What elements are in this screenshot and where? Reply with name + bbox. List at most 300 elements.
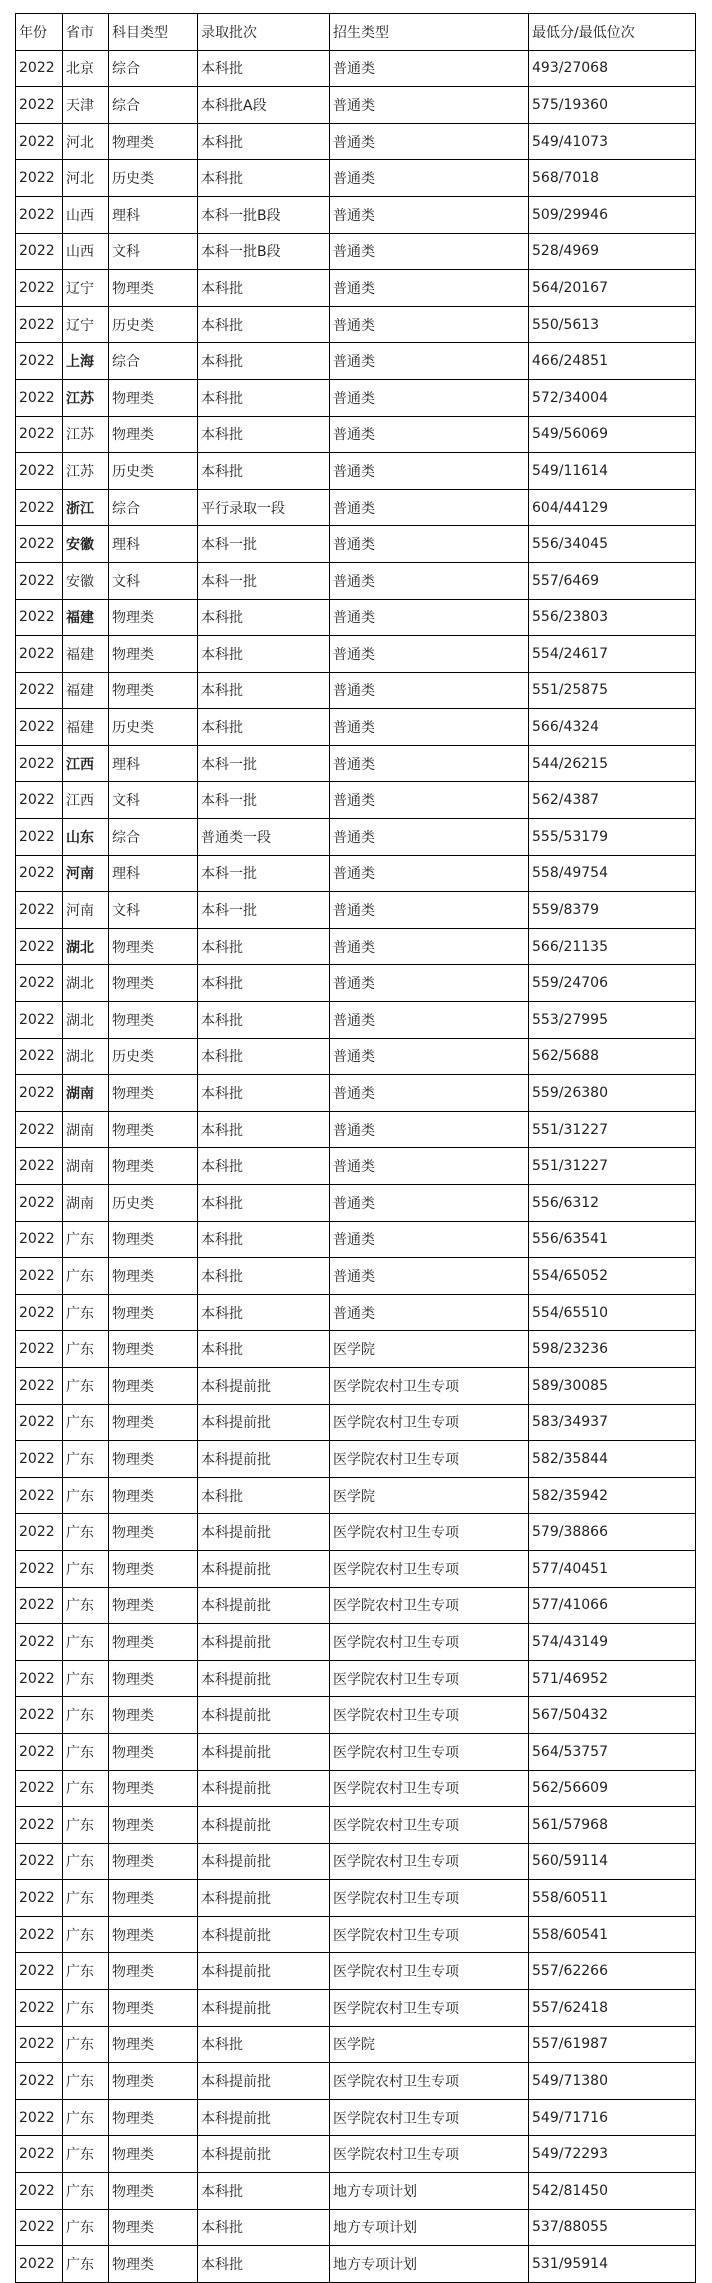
subject-type-cell: 物理类 xyxy=(109,416,198,453)
year-cell: 2022 xyxy=(16,123,63,160)
enrollment-type-cell: 普通类 xyxy=(330,745,529,782)
enrollment-type-cell: 普通类 xyxy=(330,1148,529,1185)
year-cell: 2022 xyxy=(16,453,63,490)
table-row xyxy=(16,892,696,929)
enrollment-type-cell: 医学院农村卫生专项 xyxy=(330,1660,529,1697)
table-row xyxy=(16,1697,696,1734)
enrollment-type-cell: 地方专项计划 xyxy=(330,2246,529,2283)
province-cell: 江西 xyxy=(63,745,109,782)
enrollment-type-cell: 普通类 xyxy=(330,672,529,709)
year-cell: 2022 xyxy=(16,1550,63,1587)
province-cell: 广东 xyxy=(63,1331,109,1368)
subject-type-cell: 物理类 xyxy=(109,965,198,1002)
table-row xyxy=(16,2099,696,2136)
enrollment-type-cell: 普通类 xyxy=(330,416,529,453)
year-cell: 2022 xyxy=(16,1807,63,1844)
year-cell: 2022 xyxy=(16,636,63,673)
subject-type-cell: 物理类 xyxy=(109,2063,198,2100)
table-row xyxy=(16,1843,696,1880)
table-row xyxy=(16,416,696,453)
enrollment-type-cell: 普通类 xyxy=(330,379,529,416)
score-rank-cell: 557/6469 xyxy=(529,562,696,599)
header-enrollment-type: 招生类型 xyxy=(330,14,529,51)
batch-cell: 本科提前批 xyxy=(198,1441,330,1478)
batch-cell: 本科提前批 xyxy=(198,1953,330,1990)
province-cell: 广东 xyxy=(63,1807,109,1844)
subject-type-cell: 理科 xyxy=(109,745,198,782)
subject-type-cell: 历史类 xyxy=(109,709,198,746)
province-cell: 湖北 xyxy=(63,965,109,1002)
province-cell: 河南 xyxy=(63,855,109,892)
header-batch: 录取批次 xyxy=(198,14,330,51)
batch-cell: 本科批 xyxy=(198,2209,330,2246)
batch-cell: 本科批 xyxy=(198,2173,330,2210)
province-cell: 安徽 xyxy=(63,526,109,563)
province-cell: 广东 xyxy=(63,2209,109,2246)
enrollment-type-cell: 医学院农村卫生专项 xyxy=(330,1916,529,1953)
score-rank-cell: 549/41073 xyxy=(529,123,696,160)
subject-type-cell: 物理类 xyxy=(109,1477,198,1514)
province-cell: 广东 xyxy=(63,1770,109,1807)
score-rank-cell: 493/27068 xyxy=(529,50,696,87)
batch-cell: 本科一批 xyxy=(198,562,330,599)
score-rank-cell: 558/60541 xyxy=(529,1916,696,1953)
table-row xyxy=(16,1916,696,1953)
province-cell: 广东 xyxy=(63,1990,109,2027)
table-row xyxy=(16,1514,696,1551)
admission-scores-table xyxy=(15,13,696,2283)
table-row xyxy=(16,2063,696,2100)
batch-cell: 本科批 xyxy=(198,160,330,197)
year-cell: 2022 xyxy=(16,1075,63,1112)
score-rank-cell: 571/46952 xyxy=(529,1660,696,1697)
score-rank-cell: 509/29946 xyxy=(529,196,696,233)
enrollment-type-cell: 医学院 xyxy=(330,1331,529,1368)
batch-cell: 本科批A段 xyxy=(198,87,330,124)
table-row xyxy=(16,1770,696,1807)
province-cell: 河北 xyxy=(63,160,109,197)
subject-type-cell: 文科 xyxy=(109,562,198,599)
year-cell: 2022 xyxy=(16,1660,63,1697)
score-rank-cell: 566/21135 xyxy=(529,928,696,965)
enrollment-type-cell: 地方专项计划 xyxy=(330,2209,529,2246)
table-row xyxy=(16,1002,696,1039)
province-cell: 湖南 xyxy=(63,1185,109,1222)
score-rank-cell: 562/5688 xyxy=(529,1038,696,1075)
subject-type-cell: 物理类 xyxy=(109,1843,198,1880)
province-cell: 广东 xyxy=(63,1660,109,1697)
subject-type-cell: 综合 xyxy=(109,343,198,380)
table-row xyxy=(16,782,696,819)
batch-cell: 普通类一段 xyxy=(198,819,330,856)
batch-cell: 本科提前批 xyxy=(198,2099,330,2136)
table-row xyxy=(16,2136,696,2173)
enrollment-type-cell: 医学院农村卫生专项 xyxy=(330,1367,529,1404)
subject-type-cell: 物理类 xyxy=(109,1880,198,1917)
subject-type-cell: 物理类 xyxy=(109,1367,198,1404)
subject-type-cell: 物理类 xyxy=(109,1587,198,1624)
province-cell: 广东 xyxy=(63,1441,109,1478)
province-cell: 广东 xyxy=(63,2099,109,2136)
enrollment-type-cell: 普通类 xyxy=(330,636,529,673)
score-rank-cell: 575/19360 xyxy=(529,87,696,124)
year-cell: 2022 xyxy=(16,1843,63,1880)
score-rank-cell: 557/61987 xyxy=(529,2026,696,2063)
table-row xyxy=(16,1990,696,2027)
enrollment-type-cell: 医学院农村卫生专项 xyxy=(330,1990,529,2027)
year-cell: 2022 xyxy=(16,1038,63,1075)
enrollment-type-cell: 普通类 xyxy=(330,489,529,526)
subject-type-cell: 物理类 xyxy=(109,2099,198,2136)
province-cell: 辽宁 xyxy=(63,270,109,307)
enrollment-type-cell: 普通类 xyxy=(330,306,529,343)
table-row xyxy=(16,453,696,490)
province-cell: 江苏 xyxy=(63,416,109,453)
enrollment-type-cell: 医学院农村卫生专项 xyxy=(330,1550,529,1587)
batch-cell: 本科批 xyxy=(198,1477,330,1514)
year-cell: 2022 xyxy=(16,87,63,124)
score-rank-cell: 572/34004 xyxy=(529,379,696,416)
table-row xyxy=(16,562,696,599)
table-row xyxy=(16,745,696,782)
table-row xyxy=(16,123,696,160)
enrollment-type-cell: 地方专项计划 xyxy=(330,2173,529,2210)
year-cell: 2022 xyxy=(16,233,63,270)
score-rank-cell: 549/11614 xyxy=(529,453,696,490)
table-row xyxy=(16,1733,696,1770)
province-cell: 江西 xyxy=(63,782,109,819)
year-cell: 2022 xyxy=(16,1002,63,1039)
province-cell: 湖南 xyxy=(63,1148,109,1185)
table-row xyxy=(16,1148,696,1185)
subject-type-cell: 物理类 xyxy=(109,1916,198,1953)
score-rank-cell: 556/63541 xyxy=(529,1221,696,1258)
province-cell: 湖南 xyxy=(63,1111,109,1148)
subject-type-cell: 物理类 xyxy=(109,2136,198,2173)
enrollment-type-cell: 普通类 xyxy=(330,233,529,270)
enrollment-type-cell: 普通类 xyxy=(330,782,529,819)
score-rank-cell: 577/40451 xyxy=(529,1550,696,1587)
batch-cell: 本科批 xyxy=(198,1294,330,1331)
province-cell: 江苏 xyxy=(63,379,109,416)
subject-type-cell: 理科 xyxy=(109,196,198,233)
table-row xyxy=(16,965,696,1002)
score-rank-cell: 554/65052 xyxy=(529,1258,696,1295)
year-cell: 2022 xyxy=(16,2136,63,2173)
enrollment-type-cell: 普通类 xyxy=(330,709,529,746)
batch-cell: 本科提前批 xyxy=(198,1697,330,1734)
province-cell: 河北 xyxy=(63,123,109,160)
year-cell: 2022 xyxy=(16,562,63,599)
subject-type-cell: 物理类 xyxy=(109,270,198,307)
score-rank-cell: 589/30085 xyxy=(529,1367,696,1404)
table-row xyxy=(16,1221,696,1258)
province-cell: 福建 xyxy=(63,599,109,636)
enrollment-type-cell: 普通类 xyxy=(330,599,529,636)
batch-cell: 本科批 xyxy=(198,928,330,965)
batch-cell: 本科批 xyxy=(198,379,330,416)
year-cell: 2022 xyxy=(16,306,63,343)
batch-cell: 本科提前批 xyxy=(198,1624,330,1661)
province-cell: 湖北 xyxy=(63,928,109,965)
year-cell: 2022 xyxy=(16,745,63,782)
province-cell: 广东 xyxy=(63,1953,109,1990)
province-cell: 天津 xyxy=(63,87,109,124)
table-row xyxy=(16,2173,696,2210)
year-cell: 2022 xyxy=(16,160,63,197)
year-cell: 2022 xyxy=(16,1331,63,1368)
enrollment-type-cell: 普通类 xyxy=(330,1221,529,1258)
subject-type-cell: 综合 xyxy=(109,50,198,87)
province-cell: 广东 xyxy=(63,1294,109,1331)
enrollment-type-cell: 普通类 xyxy=(330,965,529,1002)
score-rank-cell: 574/43149 xyxy=(529,1624,696,1661)
score-rank-cell: 554/24617 xyxy=(529,636,696,673)
batch-cell: 本科一批 xyxy=(198,782,330,819)
subject-type-cell: 物理类 xyxy=(109,1953,198,1990)
batch-cell: 本科一批 xyxy=(198,892,330,929)
year-cell: 2022 xyxy=(16,672,63,709)
province-cell: 广东 xyxy=(63,1916,109,1953)
batch-cell: 本科提前批 xyxy=(198,1990,330,2027)
subject-type-cell: 物理类 xyxy=(109,123,198,160)
score-rank-cell: 582/35844 xyxy=(529,1441,696,1478)
enrollment-type-cell: 医学院 xyxy=(330,1477,529,1514)
batch-cell: 本科批 xyxy=(198,306,330,343)
enrollment-type-cell: 普通类 xyxy=(330,526,529,563)
province-cell: 福建 xyxy=(63,709,109,746)
year-cell: 2022 xyxy=(16,416,63,453)
batch-cell: 本科批 xyxy=(198,599,330,636)
subject-type-cell: 物理类 xyxy=(109,2026,198,2063)
province-cell: 广东 xyxy=(63,1880,109,1917)
score-rank-cell: 559/26380 xyxy=(529,1075,696,1112)
batch-cell: 本科批 xyxy=(198,2246,330,2283)
year-cell: 2022 xyxy=(16,196,63,233)
score-rank-cell: 528/4969 xyxy=(529,233,696,270)
table-row xyxy=(16,1258,696,1295)
year-cell: 2022 xyxy=(16,1953,63,1990)
subject-type-cell: 物理类 xyxy=(109,636,198,673)
table-row xyxy=(16,1331,696,1368)
year-cell: 2022 xyxy=(16,270,63,307)
province-cell: 山西 xyxy=(63,196,109,233)
score-rank-cell: 466/24851 xyxy=(529,343,696,380)
score-rank-cell: 542/81450 xyxy=(529,2173,696,2210)
subject-type-cell: 理科 xyxy=(109,855,198,892)
score-rank-cell: 556/34045 xyxy=(529,526,696,563)
score-rank-cell: 583/34937 xyxy=(529,1404,696,1441)
year-cell: 2022 xyxy=(16,2063,63,2100)
batch-cell: 本科提前批 xyxy=(198,1404,330,1441)
year-cell: 2022 xyxy=(16,2246,63,2283)
batch-cell: 本科批 xyxy=(198,416,330,453)
subject-type-cell: 物理类 xyxy=(109,2173,198,2210)
enrollment-type-cell: 医学院农村卫生专项 xyxy=(330,1404,529,1441)
enrollment-type-cell: 医学院农村卫生专项 xyxy=(330,2063,529,2100)
year-cell: 2022 xyxy=(16,892,63,929)
year-cell: 2022 xyxy=(16,379,63,416)
score-rank-cell: 598/23236 xyxy=(529,1331,696,1368)
batch-cell: 本科一批B段 xyxy=(198,196,330,233)
subject-type-cell: 物理类 xyxy=(109,928,198,965)
enrollment-type-cell: 普通类 xyxy=(330,855,529,892)
year-cell: 2022 xyxy=(16,599,63,636)
batch-cell: 本科提前批 xyxy=(198,1367,330,1404)
batch-cell: 本科提前批 xyxy=(198,1550,330,1587)
year-cell: 2022 xyxy=(16,1514,63,1551)
year-cell: 2022 xyxy=(16,1916,63,1953)
score-rank-cell: 550/5613 xyxy=(529,306,696,343)
province-cell: 广东 xyxy=(63,1843,109,1880)
header-subject-type: 科目类型 xyxy=(109,14,198,51)
enrollment-type-cell: 医学院农村卫生专项 xyxy=(330,1733,529,1770)
batch-cell: 本科提前批 xyxy=(198,1587,330,1624)
province-cell: 广东 xyxy=(63,2246,109,2283)
table-header xyxy=(16,14,696,51)
year-cell: 2022 xyxy=(16,709,63,746)
batch-cell: 本科批 xyxy=(198,2026,330,2063)
batch-cell: 本科提前批 xyxy=(198,1733,330,1770)
subject-type-cell: 物理类 xyxy=(109,379,198,416)
score-rank-cell: 562/56609 xyxy=(529,1770,696,1807)
subject-type-cell: 物理类 xyxy=(109,599,198,636)
year-cell: 2022 xyxy=(16,819,63,856)
province-cell: 广东 xyxy=(63,1550,109,1587)
province-cell: 广东 xyxy=(63,2173,109,2210)
batch-cell: 本科提前批 xyxy=(198,1660,330,1697)
subject-type-cell: 历史类 xyxy=(109,1185,198,1222)
enrollment-type-cell: 普通类 xyxy=(330,819,529,856)
enrollment-type-cell: 普通类 xyxy=(330,160,529,197)
year-cell: 2022 xyxy=(16,1697,63,1734)
batch-cell: 本科提前批 xyxy=(198,1843,330,1880)
enrollment-type-cell: 医学院农村卫生专项 xyxy=(330,2099,529,2136)
batch-cell: 本科批 xyxy=(198,1002,330,1039)
batch-cell: 本科提前批 xyxy=(198,1807,330,1844)
province-cell: 安徽 xyxy=(63,562,109,599)
subject-type-cell: 理科 xyxy=(109,526,198,563)
table-row xyxy=(16,636,696,673)
table-row xyxy=(16,928,696,965)
table-row xyxy=(16,1624,696,1661)
table-row xyxy=(16,196,696,233)
subject-type-cell: 物理类 xyxy=(109,1258,198,1295)
enrollment-type-cell: 普通类 xyxy=(330,343,529,380)
enrollment-type-cell: 医学院农村卫生专项 xyxy=(330,1624,529,1661)
table-row xyxy=(16,50,696,87)
table-row xyxy=(16,306,696,343)
subject-type-cell: 历史类 xyxy=(109,1038,198,1075)
score-rank-cell: 553/27995 xyxy=(529,1002,696,1039)
score-rank-cell: 564/53757 xyxy=(529,1733,696,1770)
enrollment-type-cell: 普通类 xyxy=(330,196,529,233)
score-rank-cell: 562/4387 xyxy=(529,782,696,819)
batch-cell: 本科批 xyxy=(198,453,330,490)
subject-type-cell: 综合 xyxy=(109,819,198,856)
enrollment-type-cell: 普通类 xyxy=(330,928,529,965)
batch-cell: 本科提前批 xyxy=(198,2063,330,2100)
score-rank-cell: 537/88055 xyxy=(529,2209,696,2246)
year-cell: 2022 xyxy=(16,1294,63,1331)
table-row xyxy=(16,2246,696,2283)
batch-cell: 本科批 xyxy=(198,1148,330,1185)
table-row xyxy=(16,1441,696,1478)
subject-type-cell: 物理类 xyxy=(109,1697,198,1734)
subject-type-cell: 物理类 xyxy=(109,1404,198,1441)
subject-type-cell: 历史类 xyxy=(109,160,198,197)
batch-cell: 本科一批 xyxy=(198,745,330,782)
subject-type-cell: 物理类 xyxy=(109,672,198,709)
year-cell: 2022 xyxy=(16,928,63,965)
subject-type-cell: 物理类 xyxy=(109,1002,198,1039)
table-row xyxy=(16,1550,696,1587)
table-row xyxy=(16,1477,696,1514)
year-cell: 2022 xyxy=(16,1624,63,1661)
subject-type-cell: 历史类 xyxy=(109,306,198,343)
year-cell: 2022 xyxy=(16,489,63,526)
batch-cell: 本科批 xyxy=(198,1258,330,1295)
batch-cell: 本科批 xyxy=(198,270,330,307)
table-row xyxy=(16,709,696,746)
score-rank-cell: 559/24706 xyxy=(529,965,696,1002)
province-cell: 湖北 xyxy=(63,1038,109,1075)
year-cell: 2022 xyxy=(16,1258,63,1295)
province-cell: 广东 xyxy=(63,1624,109,1661)
score-rank-cell: 556/6312 xyxy=(529,1185,696,1222)
province-cell: 广东 xyxy=(63,1221,109,1258)
score-rank-cell: 579/38866 xyxy=(529,1514,696,1551)
batch-cell: 本科一批B段 xyxy=(198,233,330,270)
year-cell: 2022 xyxy=(16,1733,63,1770)
year-cell: 2022 xyxy=(16,855,63,892)
score-rank-cell: 551/31227 xyxy=(529,1148,696,1185)
year-cell: 2022 xyxy=(16,1477,63,1514)
score-rank-cell: 577/41066 xyxy=(529,1587,696,1624)
score-rank-cell: 549/72293 xyxy=(529,2136,696,2173)
enrollment-type-cell: 普通类 xyxy=(330,1294,529,1331)
subject-type-cell: 物理类 xyxy=(109,1660,198,1697)
batch-cell: 本科批 xyxy=(198,636,330,673)
province-cell: 河南 xyxy=(63,892,109,929)
enrollment-type-cell: 普通类 xyxy=(330,1111,529,1148)
subject-type-cell: 物理类 xyxy=(109,1770,198,1807)
year-cell: 2022 xyxy=(16,1148,63,1185)
batch-cell: 本科批 xyxy=(198,1075,330,1112)
batch-cell: 本科批 xyxy=(198,672,330,709)
score-rank-cell: 549/71380 xyxy=(529,2063,696,2100)
province-cell: 辽宁 xyxy=(63,306,109,343)
year-cell: 2022 xyxy=(16,2026,63,2063)
header-year: 年份 xyxy=(16,14,63,51)
batch-cell: 本科批 xyxy=(198,1111,330,1148)
year-cell: 2022 xyxy=(16,1587,63,1624)
score-rank-cell: 549/71716 xyxy=(529,2099,696,2136)
table-row xyxy=(16,526,696,563)
subject-type-cell: 物理类 xyxy=(109,1111,198,1148)
subject-type-cell: 物理类 xyxy=(109,2246,198,2283)
province-cell: 广东 xyxy=(63,1697,109,1734)
year-cell: 2022 xyxy=(16,2209,63,2246)
enrollment-type-cell: 医学院农村卫生专项 xyxy=(330,1770,529,1807)
table-row xyxy=(16,1404,696,1441)
table-row xyxy=(16,1111,696,1148)
batch-cell: 本科提前批 xyxy=(198,1770,330,1807)
score-rank-cell: 549/56069 xyxy=(529,416,696,453)
header-province: 省市 xyxy=(63,14,109,51)
enrollment-type-cell: 医学院农村卫生专项 xyxy=(330,1880,529,1917)
year-cell: 2022 xyxy=(16,50,63,87)
